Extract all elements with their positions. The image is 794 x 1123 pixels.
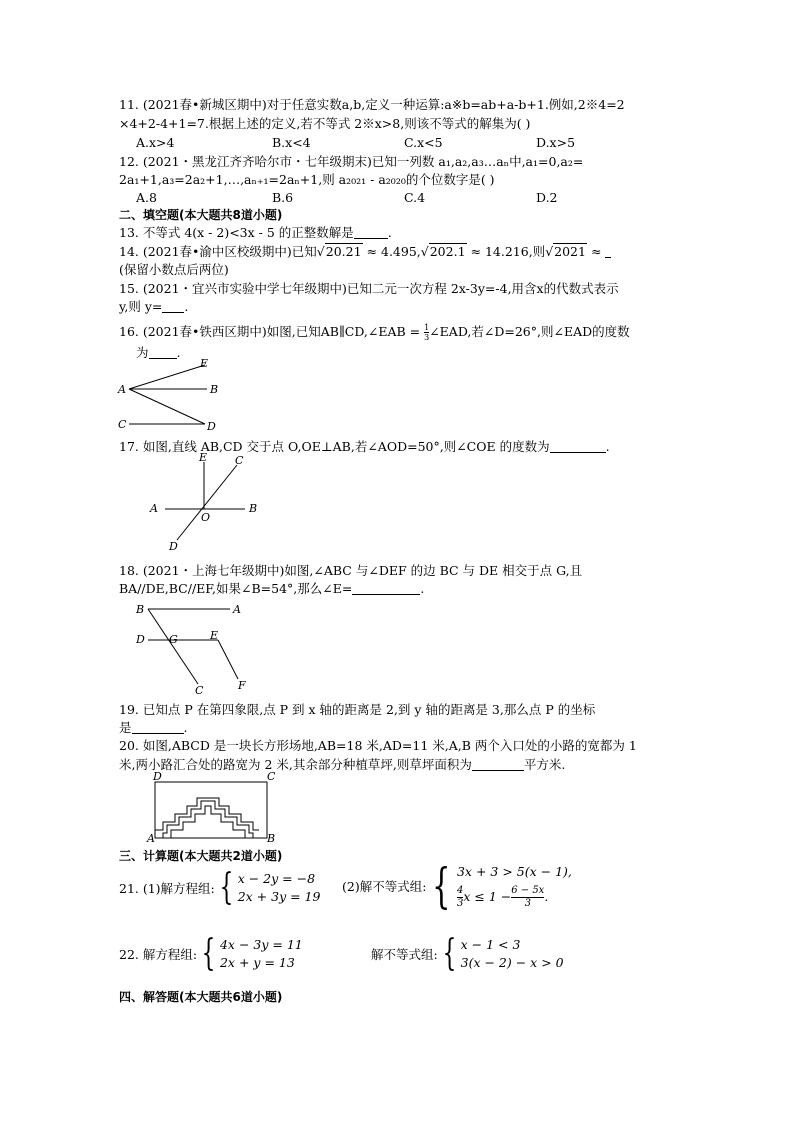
q22-ineq1: x − 1 < 3 xyxy=(460,937,521,952)
fig17-label-a: A xyxy=(150,502,158,515)
fig20-label-d: D xyxy=(153,770,162,783)
q22-eq1: 4x − 3y = 11 xyxy=(219,937,303,952)
q21-rhs-num: 6 − 5x xyxy=(511,884,545,896)
q22-system-1 xyxy=(220,936,303,972)
q20-blank xyxy=(472,758,524,771)
q16-frac-den: 3 xyxy=(424,333,430,342)
q15-text: y,则 y= xyxy=(119,299,163,314)
q12-line2: 2a₁+1,a₃=2a₂+1,…,aₙ₊₁=2aₙ+1,则 a₂₀₂₁ - a₂₀₂₀的个位数字是( ) xyxy=(119,172,495,187)
q17-blank xyxy=(550,440,606,453)
fig17-label-o: O xyxy=(201,511,211,524)
q22-ineq2: 3(x − 2) − x > 0 xyxy=(460,955,564,970)
q16-text-b: ∠EAD,若∠D=26°,则∠EAD的度数 xyxy=(429,324,630,339)
q14-line2: (保留小数点后两位) xyxy=(119,262,229,277)
fig17-label-d: D xyxy=(169,540,178,553)
q22-part2 xyxy=(371,933,564,974)
q14-prefix: 14. (2021春•渝中区校级期中)已知 xyxy=(119,244,317,259)
q19-line1: 19. 已知点 P 在第四象限,点 P 到 x 轴的距离是 2,到 y 轴的距离是 3,那么点 P 的坐标 xyxy=(119,702,596,717)
fig16-label-d: D xyxy=(207,420,216,432)
q18-blank xyxy=(352,582,420,595)
q14-approx1: ≈ 4.495, xyxy=(366,244,421,259)
q14-line1: 14. (2021春•渝中区校级期中)已知√20.21 ≈ 4.495,√202.1 ≈ 14.216,则√2021 ≈ xyxy=(119,244,611,260)
q21-ineq2-mid: x ≤ 1 − xyxy=(463,888,512,904)
q14-root2: 202.1 xyxy=(429,244,466,259)
q20-line1: 20. 如图,ABCD 是一块长方形场地,AB=18 米,AD=11 米,A,B 两个入口处的小路的宽都为 1 xyxy=(119,738,637,753)
q14-approx2: ≈ 14.216,则 xyxy=(470,244,546,259)
q21-eq2: 2x + 3y = 19 xyxy=(237,889,321,904)
q18-figure xyxy=(130,597,260,697)
fig17-label-e: E xyxy=(199,451,208,464)
q11-option-b: B.x<4 xyxy=(272,135,311,150)
q16-text-a: 16. (2021春•铁西区期中)如图,已知AB∥CD,∠EAB = xyxy=(119,324,425,339)
q21-rhs-frac xyxy=(511,885,544,910)
q21-part2 xyxy=(342,858,572,914)
q16-line2: 为 . xyxy=(136,345,181,360)
fig18-label-a: A xyxy=(233,603,241,616)
fig16-label-a: A xyxy=(118,383,126,396)
q21-brace-1: { xyxy=(219,867,234,908)
fig18-label-d: D xyxy=(136,633,145,646)
q22-eq2: 2x + y = 13 xyxy=(219,955,295,970)
q12-option-b: B.6 xyxy=(272,190,294,205)
q20-text: 米,两小路汇合处的路宽为 2 米,其余部分种植草坪,则草坪面积为 xyxy=(119,757,472,772)
fig20-label-a: A xyxy=(147,832,155,844)
q21-rhs-den: 3 xyxy=(524,897,531,909)
q21-coef-den: 3 xyxy=(456,897,464,909)
q22-brace-2: { xyxy=(442,933,457,974)
q16-figure xyxy=(115,358,225,432)
q22-part1 xyxy=(119,933,303,974)
q18-line1: 18. (2021・上海七年级期中)如图,∠ABC 与∠DEF 的边 BC 与 DE 相交于点 G,且 xyxy=(119,563,583,578)
q13-text: 13. 不等式 4(x - 2)<3x - 5 的正整数解是 xyxy=(119,225,354,240)
q21-part1 xyxy=(119,867,321,908)
q14-root1: 20.21 xyxy=(325,244,362,259)
q21-brace-2: { xyxy=(432,858,451,914)
q21-system-2 xyxy=(457,863,572,910)
fig16-label-e: E xyxy=(200,358,209,370)
q20-text-b: 平方米. xyxy=(523,757,566,772)
q22-brace-1: { xyxy=(201,933,216,974)
q13-blank xyxy=(354,226,388,239)
q11-option-d: D.x>5 xyxy=(536,135,576,150)
q14-root3: 2021 xyxy=(554,244,586,259)
q11-option-a: A.x>4 xyxy=(136,135,175,150)
q19-text: 是 xyxy=(119,720,132,735)
q21-ineq2: $\frac{4}{3}$ x ≤ 1 − $\frac{6 - 5x}{3}$ . xyxy=(456,884,549,909)
q19-line2: 是 . xyxy=(119,720,188,735)
q21-system-1 xyxy=(238,870,321,906)
q21-p2-label: (2)解不等式组: xyxy=(342,879,427,894)
q17-figure xyxy=(145,450,270,555)
fig16-label-b: B xyxy=(210,383,219,396)
fig17-label-c: C xyxy=(235,454,244,467)
q13: 13. 不等式 4(x - 2)<3x - 5 的正整数解是 . xyxy=(119,225,392,240)
q12-option-d: D.2 xyxy=(536,190,558,205)
fig17-label-b: B xyxy=(249,502,258,515)
q12-option-c: C.4 xyxy=(404,190,426,205)
q21-ineq1: 3x + 3 > 5(x − 1), xyxy=(456,863,572,879)
fig20-label-b: B xyxy=(267,832,275,844)
q14-approx3: ≈ xyxy=(590,244,602,259)
section3-heading: 三、计算题(本大题共2道小题) xyxy=(119,849,283,863)
q21-eq1: x − 2y = −8 xyxy=(237,871,316,886)
q21-coef-num: 4 xyxy=(456,884,464,896)
fig20-label-c: C xyxy=(267,770,275,783)
fig18-label-c: C xyxy=(195,684,204,697)
fig18-label-f: F xyxy=(238,679,246,692)
q11-line2: ×4+2-4+1=7.根据上述的定义,若不等式 2※x>8,则该不等式的解集为( ) xyxy=(119,116,531,131)
q12-line1: 12. (2021・黑龙江齐齐哈尔市・七年级期末)已知一列数 a₁,a₂,a₃…aₙ中,a₁=0,a₂= xyxy=(119,154,584,169)
q12-option-a: A.8 xyxy=(136,190,157,205)
section2-heading: 二、填空题(本大题共8道小题) xyxy=(119,208,283,222)
q15-blank xyxy=(162,300,184,313)
fig16-label-c: C xyxy=(118,418,127,431)
q15-line1: 15. (2021・宜兴市实验中学七年级期中)已知二元一次方程 2x-3y=-4,用含x的代数式表示 xyxy=(119,281,619,296)
q16-text-c: 为 xyxy=(136,345,149,360)
q16-frac-num: 1 xyxy=(424,323,430,332)
q18-text: BA//DE,BC//EF,如果∠B=54°,那么∠E= xyxy=(119,581,353,596)
q22-p2-label: 解不等式组: xyxy=(371,947,438,962)
q11-line1: 11. (2021春•新城区期中)对于任意实数a,b,定义一种运算:a※b=ab+a-b+1.例如,2※4=2 xyxy=(119,97,625,112)
fig18-label-b: B xyxy=(136,603,145,616)
q17-text: 17. 如图,直线 AB,CD 交于点 O,OE⊥AB,若∠AOD=50°,则∠COE 的度数为 xyxy=(119,439,550,454)
q18-line2: BA//DE,BC//EF,如果∠B=54°,那么∠E= . xyxy=(119,581,425,596)
fig18-label-e: E xyxy=(210,629,219,642)
q16-line1 xyxy=(119,323,630,342)
q22-p1-label: 22. 解方程组: xyxy=(119,947,198,962)
q17-line: 17. 如图,直线 AB,CD 交于点 O,OE⊥AB,若∠AOD=50°,则∠COE 的度数为 . xyxy=(119,439,610,454)
q22-system-2 xyxy=(461,936,564,972)
q15-line2: y,则 y= . xyxy=(119,299,189,314)
q19-blank xyxy=(132,721,184,734)
q21-p1-label: 21. (1)解方程组: xyxy=(119,881,215,896)
q11-option-c: C.x<5 xyxy=(404,135,443,150)
fig18-label-g: G xyxy=(169,633,178,646)
section4-heading: 四、解答题(本大题共6道小题) xyxy=(119,990,283,1004)
q14-blank xyxy=(605,245,611,258)
q20-figure xyxy=(145,770,275,844)
